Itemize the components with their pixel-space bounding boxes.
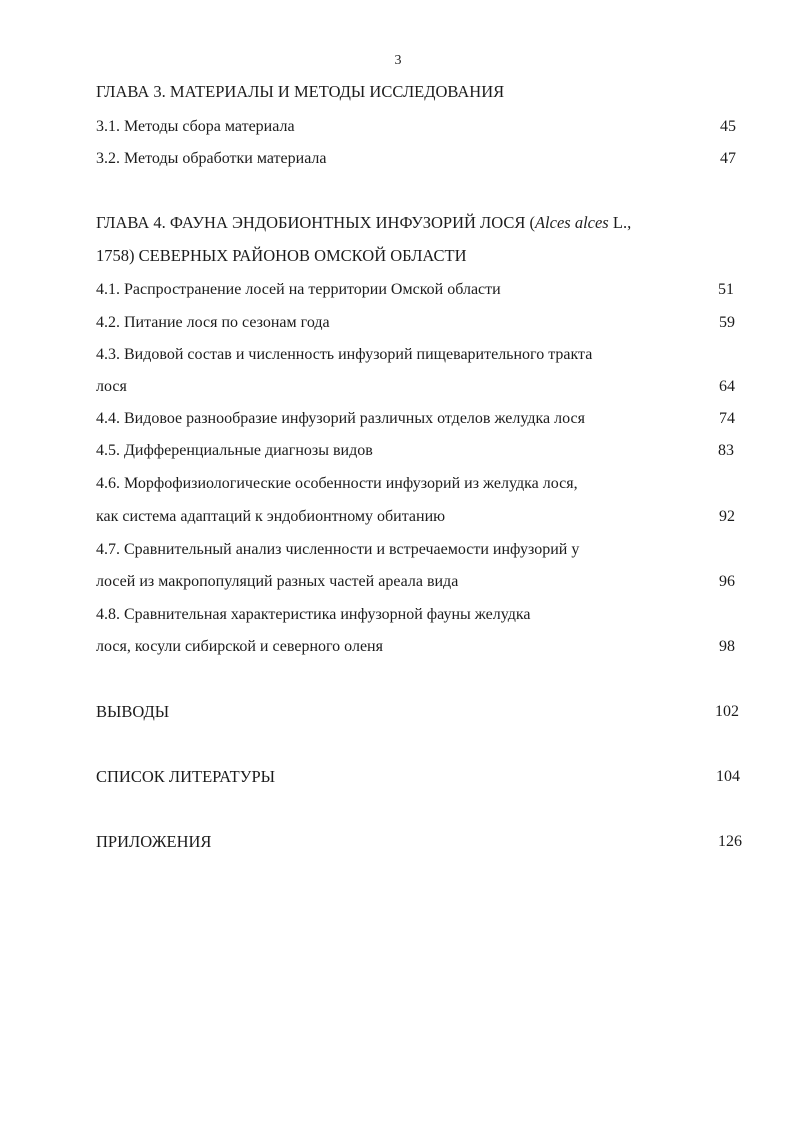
toc-entry-label-line2: как система адаптаций к эндобионтному обитанию xyxy=(96,508,446,525)
toc-entry-page: 83 xyxy=(718,442,734,459)
toc-entry-label-line2: лося xyxy=(96,378,127,395)
toc-entry-page: 47 xyxy=(720,150,736,167)
toc-entry-page: 74 xyxy=(719,410,735,427)
toc-entry-label: 3.2. Методы обработки материала xyxy=(96,150,327,167)
section-page: 104 xyxy=(716,768,740,785)
toc-entry-label: 4.2. Питание лося по сезонам года xyxy=(96,314,330,331)
toc-entry-page: 98 xyxy=(719,638,735,655)
chapter-4-heading-text: ГЛАВА 4. ФАУНА ЭНДОБИОНТНЫХ ИНФУЗОРИЙ ЛОСЯ ( xyxy=(96,213,535,232)
toc-entry-page: 45 xyxy=(720,118,736,135)
section-page: 102 xyxy=(715,703,739,720)
toc-entry-label: 4.1. Распространение лосей на территории Омской области xyxy=(96,281,501,298)
toc-entry-label-line1: 4.7. Сравнительный анализ численности и встречаемости инфузорий у xyxy=(96,541,580,558)
chapter-4-heading xyxy=(96,213,631,233)
toc-entry-page: 96 xyxy=(719,573,735,590)
toc-entry-page: 64 xyxy=(719,378,735,395)
toc-entry-page: 51 xyxy=(718,281,734,298)
section-label: СПИСОК ЛИТЕРАТУРЫ xyxy=(96,767,276,786)
toc-entry-label-line2: лосей из макропопуляций разных частей ареала вида xyxy=(96,573,459,590)
latin-species-name: Alces alces xyxy=(534,213,609,232)
toc-entry-label: 4.4. Видовое разнообразие инфузорий различных отделов желудка лося xyxy=(96,410,585,427)
chapter-4-heading-line2: 1758) СЕВЕРНЫХ РАЙОНОВ ОМСКОЙ ОБЛАСТИ xyxy=(96,246,467,265)
toc-entry-label-line1: 4.6. Морфофизиологические особенности инфузорий из желудка лося, xyxy=(96,475,578,492)
toc-entry-page: 59 xyxy=(719,314,735,331)
section-page: 126 xyxy=(718,833,742,850)
section-label: ВЫВОДЫ xyxy=(96,702,170,721)
toc-entry-label: 3.1. Методы сбора материала xyxy=(96,118,295,135)
toc-entry-label-line1: 4.8. Сравнительная характеристика инфузорной фауны желудка xyxy=(96,606,531,623)
section-label: ПРИЛОЖЕНИЯ xyxy=(96,832,212,851)
toc-entry-label: 4.5. Дифференциальные диагнозы видов xyxy=(96,442,373,459)
page-number: 3 xyxy=(394,53,402,68)
toc-entry-page: 92 xyxy=(719,508,735,525)
chapter-3-heading: ГЛАВА 3. МАТЕРИАЛЫ И МЕТОДЫ ИССЛЕДОВАНИЯ xyxy=(96,82,505,101)
chapter-4-heading-text-end: L., xyxy=(608,213,632,232)
toc-entry-label-line1: 4.3. Видовой состав и численность инфузорий пищеварительного тракта xyxy=(96,346,593,363)
toc-entry-label-line2: лося, косули сибирской и северного оленя xyxy=(96,638,383,655)
